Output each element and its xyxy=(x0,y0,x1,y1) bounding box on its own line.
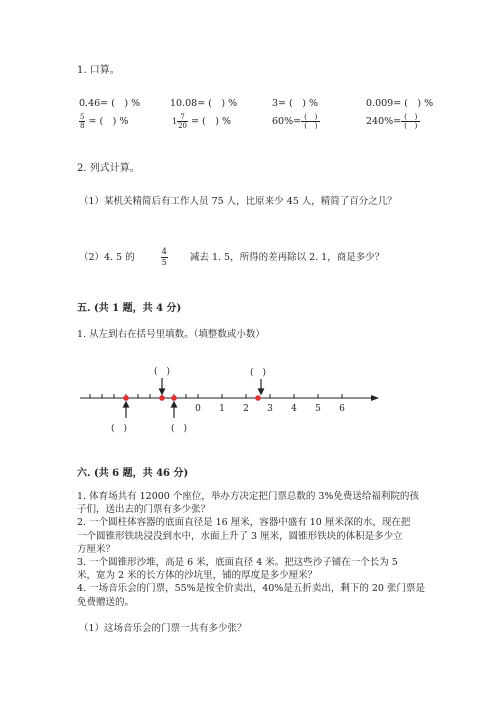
blank-bottom-1: ( ) xyxy=(110,424,128,434)
section2-title: 2. 列式计算。 xyxy=(77,163,140,174)
problem-4-sub-1: （1）这场音乐会的门票一共有多少张？ xyxy=(79,623,247,634)
blank-bottom-2: ( ) xyxy=(170,424,188,434)
number-line xyxy=(75,360,395,445)
blank-fraction: ( ) ( ) xyxy=(301,113,320,130)
question-2-2: （2）4. 5 的 $\frac{4}{5}$ 减去 1. 5，所得的差再除以 2. 1，商是多少？ xyxy=(79,247,385,267)
oral-calc-7: 60%= ( ) ( ) xyxy=(272,113,320,130)
question-2-1: （1）某机关精简后有工作人员 75 人，比原来少 45 人，精简了百分之几？ xyxy=(79,196,397,207)
question-5-1: 1. 从左到右在括号里填数。（填整数或小数） xyxy=(77,329,265,340)
oral-calc-8: 240%= ( ) ( ) xyxy=(366,113,420,130)
problem-3-line: 3. 一个圆锥形沙堆，高是 6 米，底面直径 4 米。把这些沙子铺在一个长为 5 xyxy=(77,557,398,569)
oral-calc-6: 1 $\frac{7}{20}$ = ( ) % xyxy=(172,113,231,130)
tick-label-5: 5 xyxy=(315,404,321,414)
problem-2-line: 方厘米？ xyxy=(77,543,116,555)
problem-1-line: 1. 体育场共有 12000 个座位，举办方决定把门票总数的 3%免费送给福利院的孩 xyxy=(77,491,419,502)
oral-calc-4: 0.009= ( ) % xyxy=(366,98,434,109)
problem-2-line: 2. 一个圆柱体容器的底面直径是 16 厘米，容器中盛有 10 厘米深的水，现在把 xyxy=(77,517,411,529)
problem-2-line: 一个圆锥形铁块浸没到水中，水面上升了 3 厘米，圆锥形铁块的体积是多少立 xyxy=(77,530,403,542)
tick-label-3: 3 xyxy=(267,404,273,414)
oral-calc-5: $\frac{5}{8}$ = ( ) % xyxy=(80,113,129,130)
blank-top-1: ( ) xyxy=(153,367,171,377)
tick-label-0: 0 xyxy=(195,404,201,414)
problem-1-line: 子们，送出去的门票有多少张？ xyxy=(77,504,211,516)
problem-4-line: 4. 一场音乐会的门票，55%是按全价卖出，40%是五折卖出，剩下的 20 张门票是 xyxy=(77,583,425,595)
problem-3-line: 米，宽为 2 米的长方体的沙坑里，铺的厚度是多少厘米？ xyxy=(77,570,318,582)
blank-top-2: ( ) xyxy=(249,368,267,378)
point-marker xyxy=(159,395,165,401)
blank-fraction: ( ) ( ) xyxy=(401,113,420,130)
fraction: $\frac{7}{20}$ xyxy=(178,113,188,130)
tick-label-2: 2 xyxy=(243,404,249,414)
section1-title: 1. 口算。 xyxy=(77,65,120,76)
section5-heading: 五. (共 1 题，共 4 分) xyxy=(77,303,182,314)
point-marker xyxy=(171,395,177,401)
fraction: $\frac{5}{8}$ xyxy=(80,113,85,130)
oral-calc-3: 3= ( ) % xyxy=(272,98,318,109)
problems-block xyxy=(77,490,425,609)
oral-calc-1: 0.46= ( ) % xyxy=(79,98,141,109)
point-marker xyxy=(123,395,129,401)
point-marker xyxy=(255,395,261,401)
tick-label-4: 4 xyxy=(291,404,297,414)
section6-heading: 六. (共 6 题，共 46 分) xyxy=(77,468,189,479)
tick-label-1: 1 xyxy=(219,404,225,414)
fraction: $\frac{4}{5}$ xyxy=(161,247,167,267)
tick-label-6: 6 xyxy=(339,404,345,414)
problem-4-line: 免费赠送的。 xyxy=(77,596,135,608)
oral-calc-2: 10.08= ( ) % xyxy=(170,98,238,109)
